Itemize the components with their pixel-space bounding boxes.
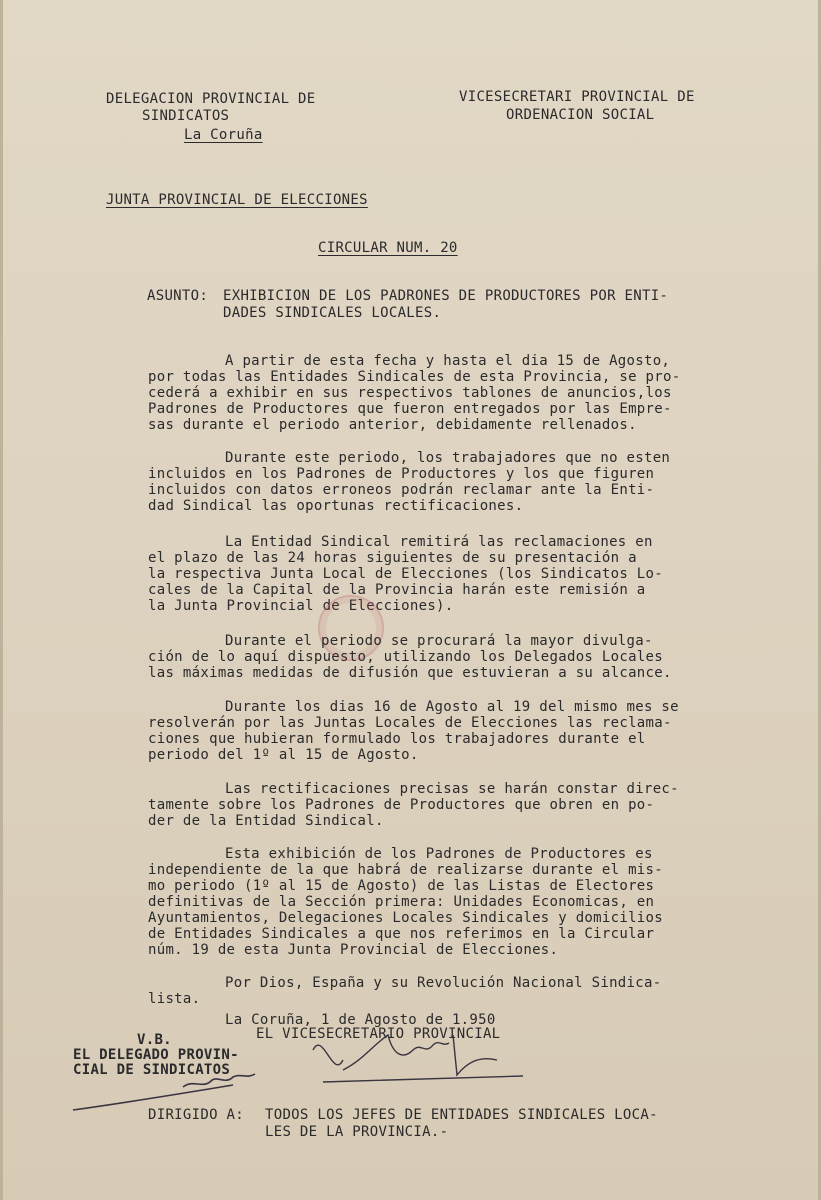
p1-line-3: cederá a exhibir en sus respectivos tablones de anuncios,los <box>148 385 672 401</box>
p7-line-7: núm. 19 de esta Junta Provincial de Elecciones. <box>148 942 559 958</box>
asunto-line-1: EXHIBICION DE LOS PADRONES DE PRODUCTORES POR ENTI- <box>223 288 669 304</box>
p3-line-4: cales de la Capital de la Provincia harán este remisión a <box>148 582 646 598</box>
p1-line-4: Padrones de Productores que fueron entregados por las Empre- <box>148 401 672 417</box>
dirigido-line-2: LES DE LA PROVINCIA.- <box>265 1124 449 1140</box>
p6-line-2: tamente sobre los Padrones de Productores que obren en po- <box>148 797 655 813</box>
p3-line-3: la respectiva Junta Local de Elecciones (los Sindicatos Lo- <box>148 566 663 582</box>
p5-line-3: ciones que hubieran formulado los trabajadores durante el <box>148 731 646 747</box>
p1-line-1: A partir de esta fecha y hasta el dia 15 de Agosto, <box>225 353 671 369</box>
p2-line-2: incluidos en los Padrones de Productores y los que figuren <box>148 466 655 482</box>
p6-line-3: der de la Entidad Sindical. <box>148 813 384 829</box>
p3-line-1: La Entidad Sindical remitirá las reclamaciones en <box>225 534 653 550</box>
p7-line-4: definitivas de la Sección primera: Unidades Economicas, en <box>148 894 655 910</box>
vb-line-1: V.B. <box>137 1032 172 1048</box>
signer-right: EL VICESECRETARIO PROVINCIAL <box>256 1026 501 1042</box>
circular-label: CIRCULAR NUM. 20 <box>318 240 458 256</box>
p7-line-3: mo periodo (1º al 15 de Agosto) de las Listas de Electores <box>148 878 655 894</box>
header-left-line-2: SINDICATOS <box>142 108 230 124</box>
p7-line-2: independiente de la que habrá de realizarse durante el mis- <box>148 862 663 878</box>
date-line: La Coruña, 1 de Agosto de 1.950 <box>225 1012 496 1028</box>
p1-line-5: sas durante el periodo anterior, debidamente rellenados. <box>148 417 637 433</box>
p7-line-1: Esta exhibición de los Padrones de Productores es <box>225 846 653 862</box>
p1-line-2: por todas las Entidades Sindicales de esta Provincia, se pro- <box>148 369 681 385</box>
p7-line-6: de Entidades Sindicales a que nos referimos en la Circular <box>148 926 655 942</box>
p5-line-1: Durante los dias 16 de Agosto al 19 del mismo mes se <box>225 699 679 715</box>
p7-line-5: Ayuntamientos, Delegaciones Locales Sindicales y domicilios <box>148 910 663 926</box>
dirigido-line-1: TODOS LOS JEFES DE ENTIDADES SINDICALES LOCA- <box>265 1107 658 1123</box>
asunto-label: ASUNTO: <box>147 288 209 304</box>
asunto-line-2: DADES SINDICALES LOCALES. <box>223 305 442 321</box>
p6-line-1: Las rectificaciones precisas se harán constar direc- <box>225 781 679 797</box>
header-right-line-2: ORDENACION SOCIAL <box>506 107 655 123</box>
p5-line-4: periodo del 1º al 15 de Agosto. <box>148 747 419 763</box>
vb-line-3: CIAL DE SINDICATOS <box>73 1062 231 1078</box>
p3-line-2: el plazo de las 24 horas siguientes de su presentación a <box>148 550 637 566</box>
p5-line-2: resolverán por las Juntas Locales de Elecciones las reclama- <box>148 715 672 731</box>
p2-line-1: Durante este periodo, los trabajadores que no esten <box>225 450 671 466</box>
vb-line-2: EL DELEGADO PROVIN- <box>73 1047 239 1063</box>
p4-line-1: Durante el periodo se procurará la mayor divulga- <box>225 633 653 649</box>
header-left-line-3: La Coruña <box>184 127 263 143</box>
p2-line-4: dad Sindical las oportunas rectificaciones. <box>148 498 524 514</box>
p3-line-5: la Junta Provincial de Elecciones). <box>148 598 454 614</box>
header-right-line-1: VICESECRETARI PROVINCIAL DE <box>459 89 695 105</box>
closing-line-1: Por Dios, España y su Revolución Nacional Sindica- <box>225 975 662 991</box>
p4-line-3: las máximas medidas de difusión que estuvieran a su alcance. <box>148 665 672 681</box>
closing-line-2: lista. <box>148 991 201 1007</box>
junta-title: JUNTA PROVINCIAL DE ELECCIONES <box>106 192 368 208</box>
delegado-signature <box>63 1055 293 1115</box>
dirigido-label: DIRIGIDO A: <box>148 1107 245 1123</box>
vicesecretario-signature <box>303 1020 533 1090</box>
p4-line-2: ción de lo aquí dispuesto, utilizando los Delegados Locales <box>148 649 663 665</box>
p2-line-3: incluidos con datos erroneos podrán reclamar ante la Enti- <box>148 482 655 498</box>
header-left-line-1: DELEGACION PROVINCIAL DE <box>106 91 316 107</box>
